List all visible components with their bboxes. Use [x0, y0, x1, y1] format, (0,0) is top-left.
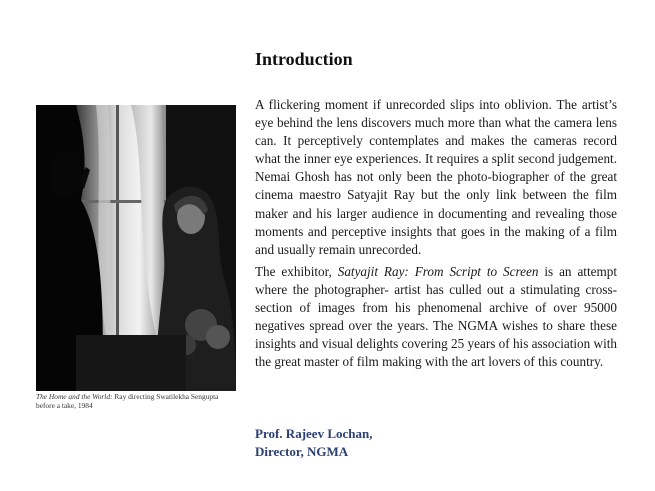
- exhibition-title: Satyajit Ray: From Script to Screen: [337, 263, 539, 279]
- page-title: Introduction: [255, 49, 353, 69]
- paragraph-2: [255, 263, 617, 372]
- introduction-body: [255, 96, 617, 375]
- caption-description: Ray directing Swatilekha Sengupta before a take, 1984: [36, 392, 219, 410]
- photo-caption: [36, 392, 238, 410]
- signatory-role: Director, NGMA: [255, 444, 349, 459]
- paragraph-2-start: The exhibitor,: [255, 263, 338, 279]
- caption-film-title: The Home and the World:: [36, 392, 113, 401]
- signatory-name: Prof. Rajeev Lochan,: [255, 426, 373, 441]
- paragraph-1: A flickering moment if unrecorded slips into oblivion. The artist’s eye behind the lens discovers much more than what the camera lens can. It perceptively contemplates and makes the cameras record what the inner eye experiences. It requires a split second judgement. Nemai Ghosh has not only been the photo-biographer of the great cinema maestro Satyajit Ray but the only link between the film maker and his larger audience in documenting and revealing those moments and perceptive insights that goes in the making of a film and usually remain unrecorded.: [255, 97, 617, 257]
- photo-illustration: [36, 105, 236, 391]
- photograph-ray-directing: [36, 105, 236, 391]
- signature-block: [255, 425, 372, 461]
- paragraph-2-rest: is an attempt where the photographer- artist has culled out a stimulating cross- section of images from his phenomenal archive of over 95000 negatives spread over the years. The NGMA wishes to share these insights and visual delights covering 25 years of his association with the great master of film making with the art lovers of this country.: [255, 263, 617, 370]
